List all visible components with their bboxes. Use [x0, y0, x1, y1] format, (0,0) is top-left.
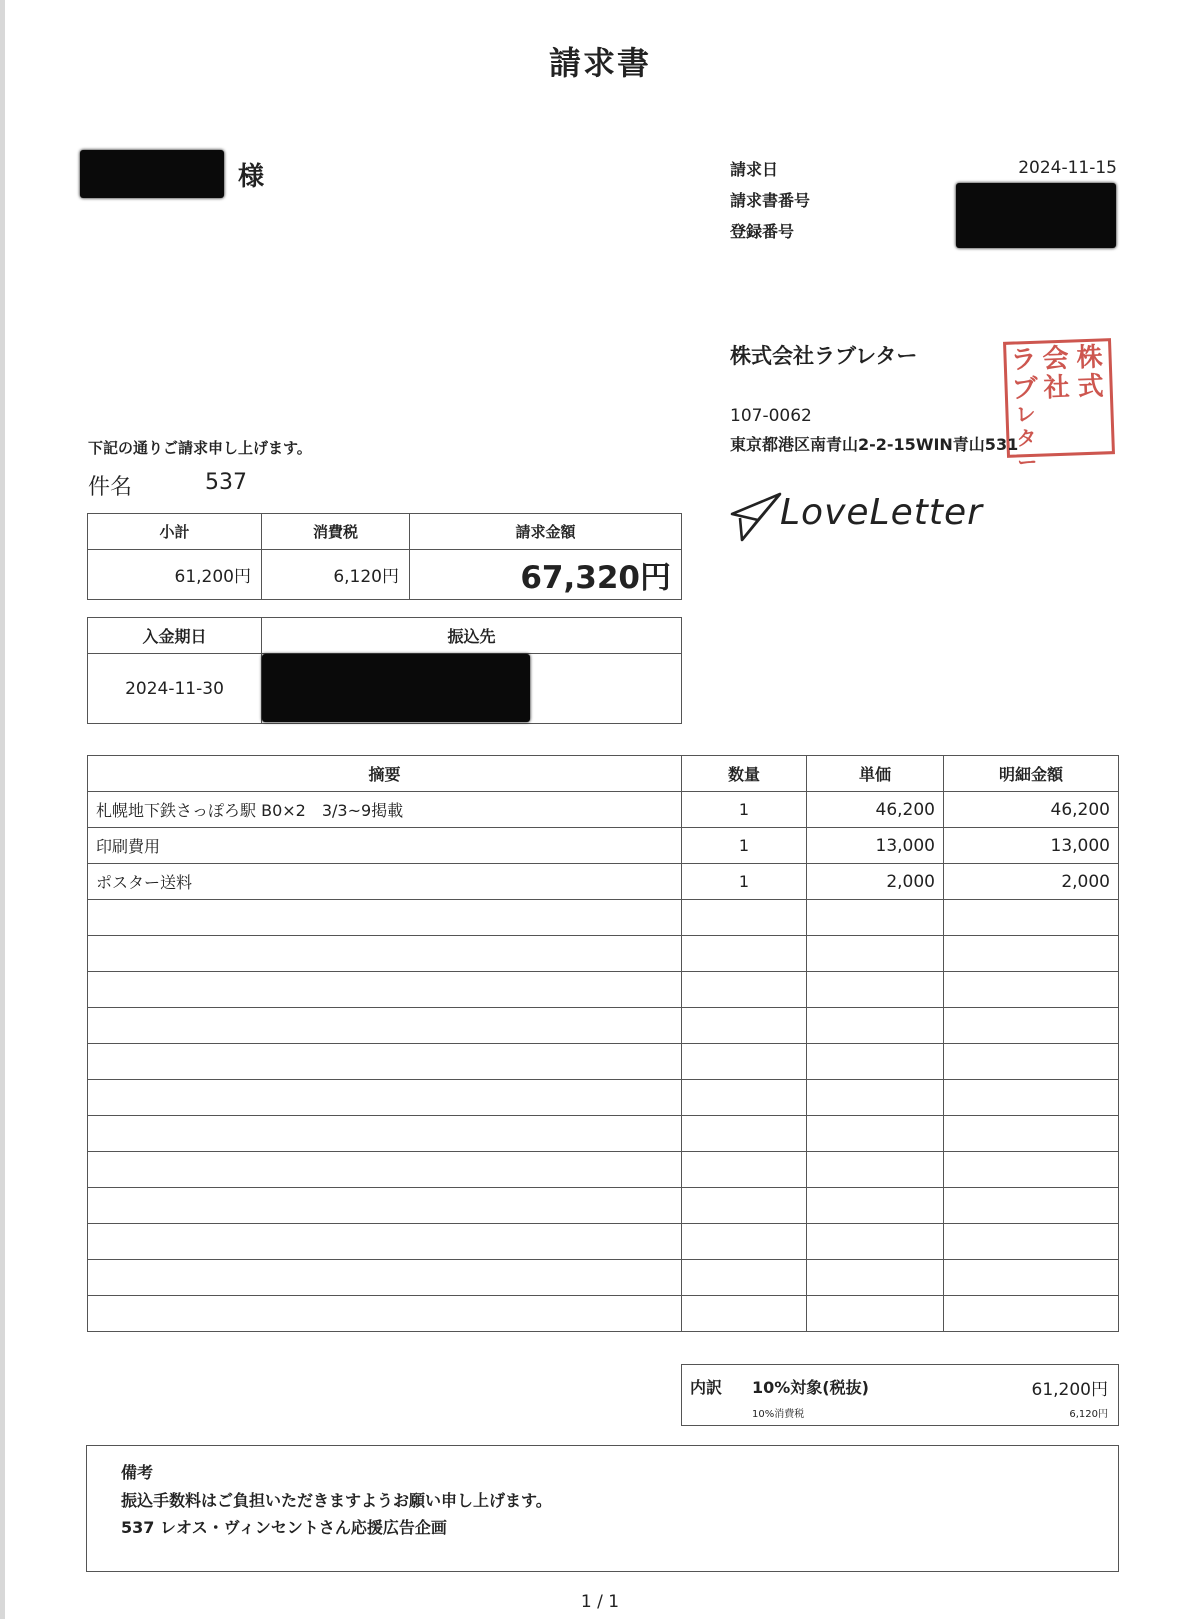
seal-text-col-2: 会社: [1042, 343, 1071, 404]
item-quantity: 1: [682, 864, 807, 900]
item-quantity: 1: [682, 792, 807, 828]
breakdown-tax-label: 10%消費税: [752, 1409, 805, 1420]
document-title: 請求書: [548, 44, 651, 82]
summary-table: [87, 513, 682, 600]
redacted-invoice-numbers: [956, 183, 1116, 248]
logo-wordmark: LoveLetter: [780, 492, 983, 533]
client-honorific: 様: [238, 162, 265, 192]
empty-table-row: [88, 1008, 1119, 1044]
empty-cell: [944, 1260, 1119, 1296]
empty-cell: [88, 900, 682, 936]
table-row: [88, 792, 1119, 828]
empty-cell: [807, 1188, 944, 1224]
empty-cell: [807, 1044, 944, 1080]
item-unit-price: 2,000: [807, 864, 944, 900]
empty-cell: [88, 936, 682, 972]
breakdown-label: 内訳: [690, 1378, 723, 1397]
subject-value: 537: [205, 470, 247, 495]
issuer-address: 東京都港区南青山2-2-15WIN青山531: [730, 435, 1019, 454]
empty-cell: [807, 1152, 944, 1188]
empty-cell: [682, 1260, 807, 1296]
empty-cell: [944, 1080, 1119, 1116]
description-header: 摘要: [88, 756, 682, 792]
empty-cell: [88, 1296, 682, 1332]
empty-cell: [88, 1260, 682, 1296]
total-header: 請求金額: [410, 514, 682, 550]
tax-header: 消費税: [262, 514, 410, 550]
item-unit-price: 13,000: [807, 828, 944, 864]
empty-table-row: [88, 1080, 1119, 1116]
due-date-value: 2024-11-30: [88, 654, 262, 724]
empty-cell: [682, 1152, 807, 1188]
breakdown-tax-amount: 6,120円: [1069, 1409, 1108, 1420]
breakdown-category: 10%対象(税抜): [752, 1378, 869, 1397]
item-amount: 46,200: [944, 792, 1119, 828]
empty-cell: [944, 900, 1119, 936]
empty-cell: [807, 1260, 944, 1296]
unit-price-header: 単価: [807, 756, 944, 792]
payment-table: [87, 617, 682, 724]
empty-cell: [682, 1296, 807, 1332]
paper-plane-icon: [728, 490, 784, 546]
empty-table-row: [88, 1152, 1119, 1188]
empty-cell: [807, 900, 944, 936]
notes-line-2: 537 レオス・ヴィンセントさん応援広告企画: [121, 1518, 447, 1537]
redacted-bank-account: [262, 654, 530, 722]
empty-table-row: [88, 1188, 1119, 1224]
empty-cell: [88, 1224, 682, 1260]
empty-cell: [88, 972, 682, 1008]
empty-cell: [944, 936, 1119, 972]
empty-cell: [88, 1008, 682, 1044]
empty-cell: [88, 1080, 682, 1116]
item-amount: 13,000: [944, 828, 1119, 864]
issuer-postal-code: 107-0062: [730, 406, 812, 426]
company-seal: [1003, 338, 1115, 475]
empty-table-row: [88, 1044, 1119, 1080]
empty-cell: [807, 1080, 944, 1116]
line-items-table: [87, 755, 1119, 1332]
invoice-number-label: 請求書番号: [730, 191, 811, 210]
empty-cell: [944, 972, 1119, 1008]
empty-cell: [807, 1224, 944, 1260]
empty-cell: [88, 1188, 682, 1224]
empty-cell: [682, 1116, 807, 1152]
loveletter-logo: [728, 490, 983, 550]
subtotal-value: 61,200円: [88, 550, 262, 600]
empty-cell: [944, 1044, 1119, 1080]
empty-cell: [88, 1152, 682, 1188]
total-value: 67,320円: [410, 550, 682, 600]
empty-table-row: [88, 1296, 1119, 1332]
subtotal-header: 小計: [88, 514, 262, 550]
empty-cell: [682, 1080, 807, 1116]
empty-cell: [682, 936, 807, 972]
item-description: 札幌地下鉄さっぽろ駅 B0×2 3/3~9掲載: [88, 792, 682, 828]
page-edge: [0, 0, 5, 1619]
item-unit-price: 46,200: [807, 792, 944, 828]
empty-cell: [944, 1152, 1119, 1188]
issuer-company-name: 株式会社ラブレター: [730, 344, 918, 368]
empty-cell: [88, 1116, 682, 1152]
empty-cell: [807, 1296, 944, 1332]
bank-header: 振込先: [262, 618, 682, 654]
notes-line-1: 振込手数料はご負担いただきますようお願い申し上げます。: [121, 1491, 552, 1510]
empty-cell: [944, 1116, 1119, 1152]
breakdown-amount: 61,200円: [1031, 1380, 1108, 1400]
empty-table-row: [88, 936, 1119, 972]
empty-cell: [807, 936, 944, 972]
seal-text-col-1: 株式: [1076, 342, 1105, 403]
table-row: [88, 828, 1119, 864]
item-description: 印刷費用: [88, 828, 682, 864]
tax-value: 6,120円: [262, 550, 410, 600]
empty-cell: [807, 972, 944, 1008]
subject-label: 件名: [88, 475, 133, 500]
item-quantity: 1: [682, 828, 807, 864]
redacted-client-name: [80, 150, 224, 198]
empty-cell: [88, 1044, 682, 1080]
bank-account-cell: [262, 654, 682, 724]
empty-cell: [944, 1224, 1119, 1260]
item-amount: 2,000: [944, 864, 1119, 900]
tax-breakdown-box: [681, 1364, 1119, 1426]
registration-number-label: 登録番号: [730, 222, 795, 241]
empty-table-row: [88, 900, 1119, 936]
empty-cell: [807, 1008, 944, 1044]
empty-cell: [682, 1188, 807, 1224]
item-description: ポスター送料: [88, 864, 682, 900]
line-amount-header: 明細金額: [944, 756, 1119, 792]
invoice-date-label: 請求日: [730, 160, 779, 179]
empty-cell: [807, 1116, 944, 1152]
notes-box: [86, 1445, 1119, 1572]
empty-table-row: [88, 1260, 1119, 1296]
empty-table-row: [88, 1116, 1119, 1152]
page-number: 1 / 1: [580, 1592, 620, 1612]
table-row: [88, 864, 1119, 900]
seal-text-col-4: レター: [1015, 401, 1038, 475]
empty-cell: [944, 1188, 1119, 1224]
due-date-header: 入金期日: [88, 618, 262, 654]
quantity-header: 数量: [682, 756, 807, 792]
empty-cell: [682, 972, 807, 1008]
intro-text: 下記の通りご請求申し上げます。: [88, 439, 312, 457]
empty-cell: [944, 1296, 1119, 1332]
empty-table-row: [88, 972, 1119, 1008]
empty-cell: [682, 1044, 807, 1080]
empty-cell: [682, 900, 807, 936]
empty-table-row: [88, 1224, 1119, 1260]
empty-cell: [682, 1224, 807, 1260]
empty-cell: [682, 1008, 807, 1044]
notes-label: 備考: [121, 1463, 154, 1482]
invoice-date-value: 2024-11-15: [1018, 158, 1117, 178]
seal-text-col-3: ラブ: [1010, 344, 1039, 405]
empty-cell: [944, 1008, 1119, 1044]
